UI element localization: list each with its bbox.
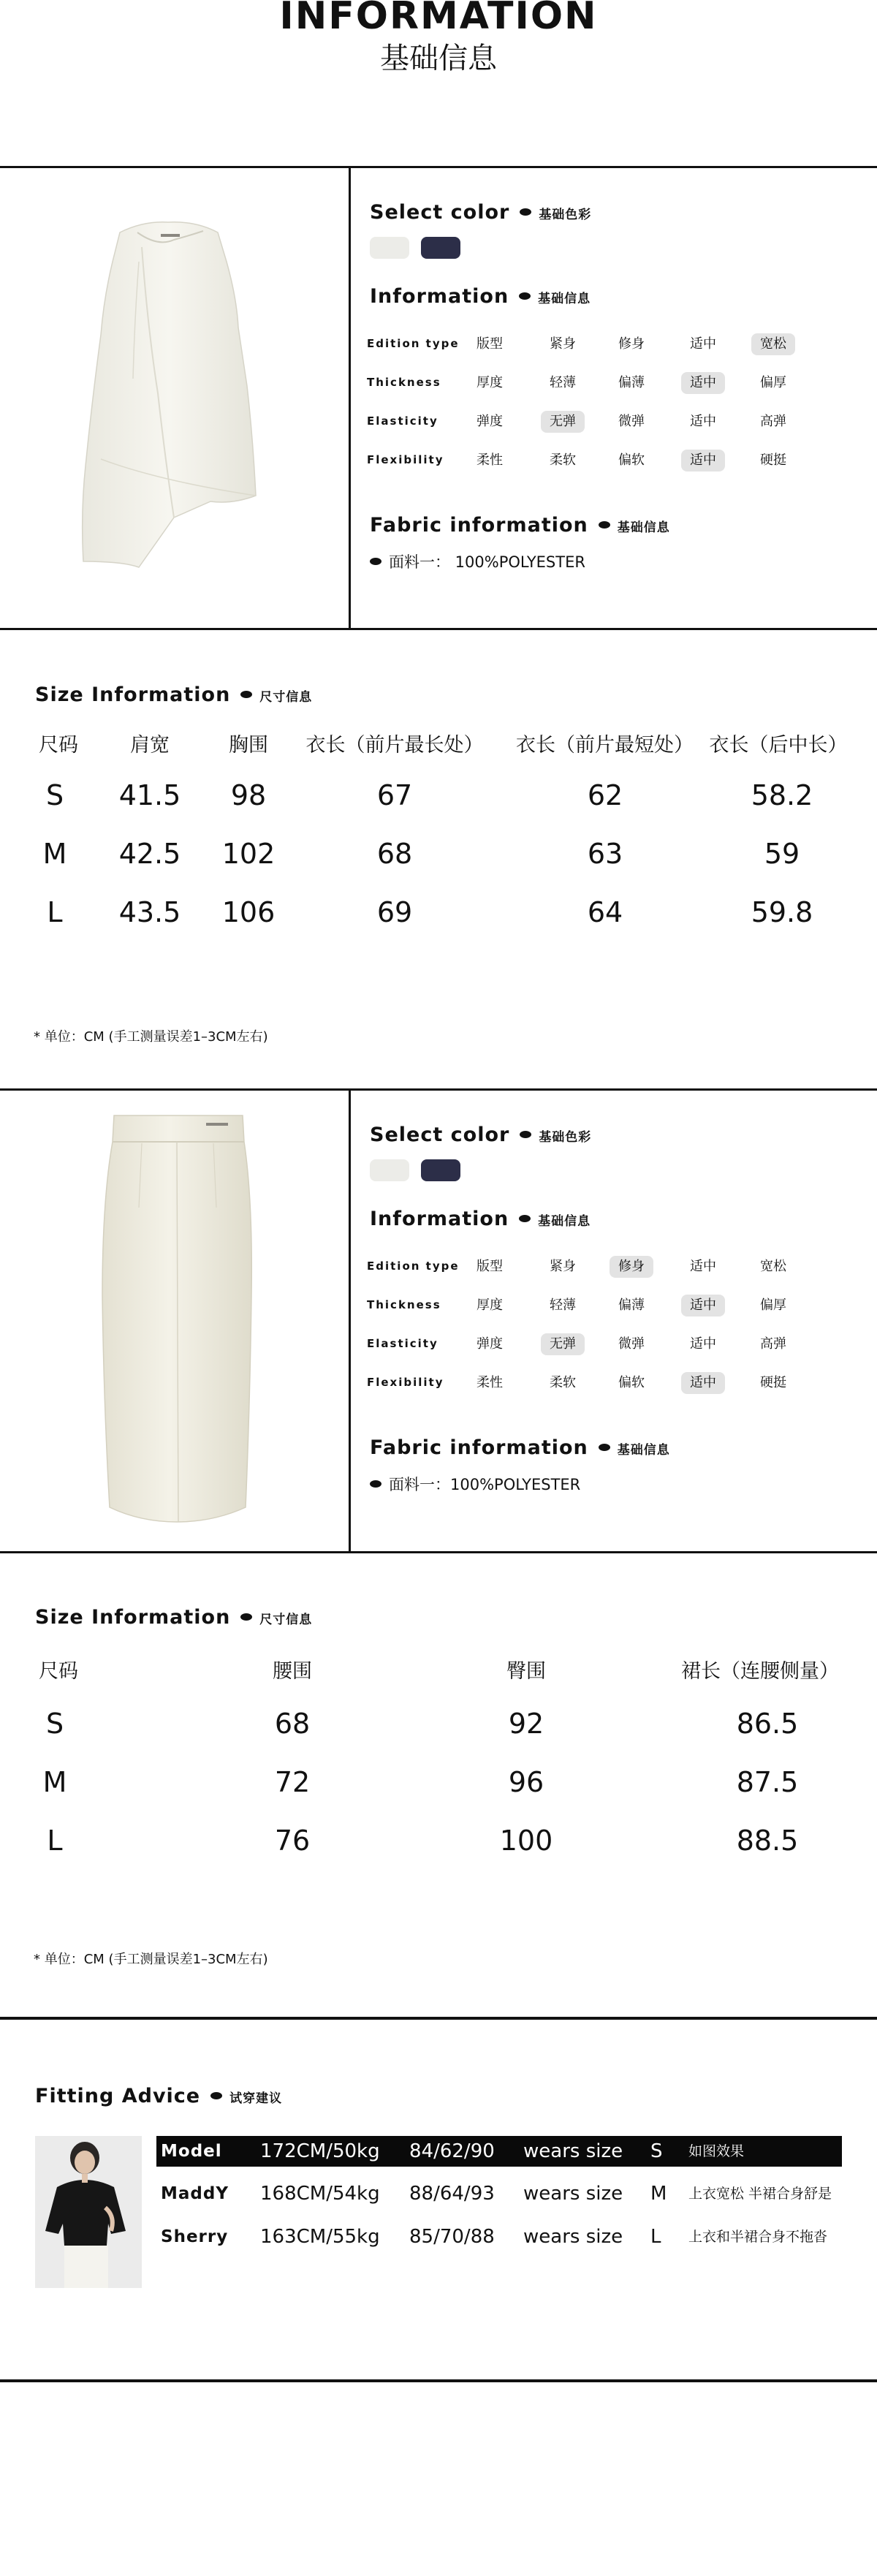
table-cell: L (47, 896, 63, 928)
option-selected: 适中 (681, 372, 725, 394)
bullet-icon (599, 1444, 610, 1451)
option: 偏厚 (760, 1298, 786, 1313)
table-header: 衣长（前片最短处） (516, 734, 694, 757)
option-selected: 无弹 (541, 411, 585, 433)
table-cell: 59.8 (751, 896, 813, 928)
table-cell: 76 (274, 1825, 311, 1857)
option: 适中 (690, 1259, 716, 1274)
option: 紧身 (550, 1259, 576, 1274)
option: 偏软 (618, 1375, 645, 1390)
option: 紧身 (550, 336, 576, 352)
page-subtitle: 基础信息 (380, 42, 497, 75)
option: 轻薄 (550, 1298, 576, 1313)
table-cell: 98 (230, 779, 267, 811)
bullet-icon (599, 521, 610, 529)
fitting-row-model: Model 172CM/50kg 84/62/90 wears size S 如图效果 (156, 2136, 842, 2167)
option: 适中 (690, 1336, 716, 1352)
page-title: INFORMATION (279, 0, 598, 38)
divider (0, 2017, 877, 2020)
table-cell: 88.5 (736, 1825, 799, 1857)
color-swatch-navy[interactable] (421, 237, 460, 259)
table-cell: M (42, 838, 67, 870)
table-cell: L (47, 1825, 63, 1857)
table-cell: 106 (221, 896, 276, 928)
select-color-heading: Select color 基础色彩 (370, 1124, 592, 1146)
table-cell: 96 (508, 1766, 544, 1798)
size-heading: Size Information 尺寸信息 (35, 1606, 313, 1629)
option-selected: 适中 (681, 450, 725, 471)
table-cell: 64 (587, 896, 623, 928)
attr-label-edition: Edition type (367, 337, 460, 350)
table-header: 肩宽 (130, 734, 170, 757)
divider (349, 167, 351, 629)
divider (0, 628, 877, 630)
table-header: 腰围 (273, 1660, 312, 1683)
table-cell: 41.5 (118, 779, 181, 811)
fabric-info: 面料一： 100%POLYESTER (370, 550, 585, 572)
option: 轻薄 (550, 375, 576, 390)
divider (0, 1551, 877, 1553)
option: 弹度 (477, 1336, 503, 1352)
option: 硬挺 (760, 1375, 786, 1390)
option: 适中 (690, 336, 716, 352)
divider (0, 2379, 877, 2382)
bullet-icon (210, 2092, 222, 2099)
option-selected: 修身 (610, 1256, 653, 1278)
table-cell: 68 (376, 838, 413, 870)
table-cell: 67 (376, 779, 413, 811)
product-image-top (72, 218, 266, 573)
table-header: 衣长（前片最长处） (305, 734, 484, 757)
table-cell: 87.5 (736, 1766, 799, 1798)
divider (0, 1088, 877, 1091)
option-selected: 适中 (681, 1372, 725, 1394)
bullet-icon (240, 1613, 252, 1621)
option: 偏薄 (618, 375, 645, 390)
table-header: 尺码 (39, 734, 78, 757)
select-color-heading: Select color 基础色彩 (370, 201, 592, 224)
option: 高弹 (760, 414, 786, 429)
model-photo (35, 2136, 142, 2288)
unit-note: * 单位：CM (手工测量误差1–3CM左右) (34, 1952, 268, 1967)
option: 厚度 (477, 375, 503, 390)
option: 版型 (477, 1259, 503, 1274)
attr-label-edition: Edition type (367, 1259, 460, 1273)
table-cell: 102 (221, 838, 276, 870)
table-cell: 42.5 (118, 838, 181, 870)
unit-note: * 单位：CM (手工测量误差1–3CM左右) (34, 1029, 268, 1045)
bullet-icon (519, 292, 531, 300)
attr-label-flexibility: Flexibility (367, 453, 444, 466)
option: 适中 (690, 414, 716, 429)
fabric-heading: Fabric information 基础信息 (370, 1436, 670, 1459)
fitting-row-maddy: MaddY 168CM/54kg 88/64/93 wears size M 上衣宽松 半裙合身舒是 (161, 2183, 832, 2205)
table-cell: 43.5 (118, 896, 181, 928)
information-heading: Information 基础信息 (370, 1208, 591, 1230)
option: 版型 (477, 336, 503, 352)
attr-label-elasticity: Elasticity (367, 414, 438, 428)
option-selected: 适中 (681, 1295, 725, 1317)
table-header: 臀围 (506, 1660, 546, 1683)
bullet-icon (240, 691, 252, 698)
option: 偏软 (618, 452, 645, 468)
option: 柔性 (477, 452, 503, 468)
fitting-heading: Fitting Advice 试穿建议 (35, 2085, 283, 2107)
divider (0, 166, 877, 168)
color-swatch-navy[interactable] (421, 1159, 460, 1181)
table-header: 裙长（连腰侧量） (681, 1660, 839, 1683)
color-swatch-ivory[interactable] (370, 237, 409, 259)
option: 柔软 (550, 452, 576, 468)
bullet-icon (519, 1215, 531, 1222)
table-cell: S (45, 779, 64, 811)
table-cell: S (45, 1708, 64, 1740)
option: 柔软 (550, 1375, 576, 1390)
divider (349, 1090, 351, 1553)
table-cell: 86.5 (736, 1708, 799, 1740)
information-heading: Information 基础信息 (370, 285, 591, 308)
fabric-info: 面料一：100%POLYESTER (370, 1473, 580, 1495)
table-cell: 59 (764, 838, 800, 870)
color-swatch-ivory[interactable] (370, 1159, 409, 1181)
table-cell: 69 (376, 896, 413, 928)
attr-label-flexibility: Flexibility (367, 1376, 444, 1389)
attr-label-thickness: Thickness (367, 1298, 441, 1311)
option: 微弹 (618, 414, 645, 429)
bullet-icon (370, 1480, 381, 1488)
table-header: 胸围 (229, 734, 268, 757)
option: 弹度 (477, 414, 503, 429)
option: 偏薄 (618, 1298, 645, 1313)
table-header: 衣长（后中长） (709, 734, 848, 757)
option: 硬挺 (760, 452, 786, 468)
option-selected: 宽松 (751, 333, 795, 355)
attr-label-elasticity: Elasticity (367, 1337, 438, 1350)
table-cell: 68 (274, 1708, 311, 1740)
product-image-skirt (96, 1113, 259, 1526)
table-cell: 92 (508, 1708, 544, 1740)
option: 微弹 (618, 1336, 645, 1352)
option: 厚度 (477, 1298, 503, 1313)
table-cell: 58.2 (751, 779, 813, 811)
fabric-heading: Fabric information 基础信息 (370, 514, 670, 537)
option: 修身 (618, 336, 645, 352)
bullet-icon (520, 208, 531, 216)
table-cell: 63 (587, 838, 623, 870)
option: 宽松 (760, 1259, 786, 1274)
bullet-icon (370, 558, 381, 565)
attr-label-thickness: Thickness (367, 376, 441, 389)
table-header: 尺码 (39, 1660, 78, 1683)
size-heading: Size Information 尺寸信息 (35, 683, 313, 706)
table-cell: M (42, 1766, 67, 1798)
table-cell: 62 (587, 779, 623, 811)
fitting-row-sherry: Sherry 163CM/55kg 85/70/88 wears size L 上衣和半裙合身不拖沓 (161, 2226, 828, 2248)
option: 高弹 (760, 1336, 786, 1352)
option: 柔性 (477, 1375, 503, 1390)
bullet-icon (520, 1131, 531, 1138)
table-cell: 72 (274, 1766, 311, 1798)
option-selected: 无弹 (541, 1333, 585, 1355)
table-cell: 100 (499, 1825, 553, 1857)
option: 偏厚 (760, 375, 786, 390)
